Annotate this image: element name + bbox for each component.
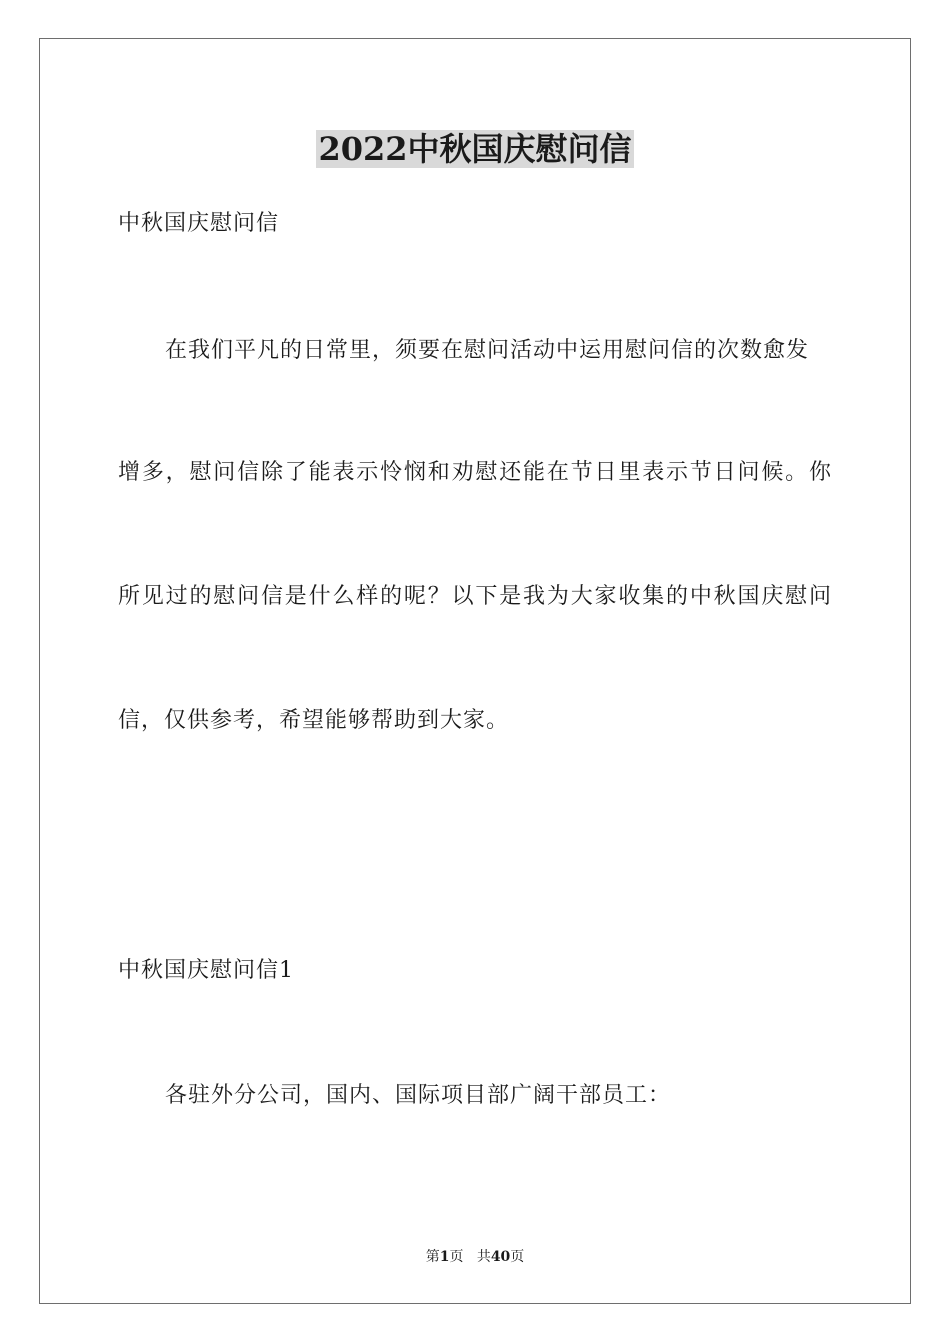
footer-page-suffix: 页	[449, 1249, 464, 1265]
section-heading: 中秋国庆慰问信1	[118, 958, 294, 983]
footer-page-prefix: 第	[425, 1249, 440, 1265]
footer-total-pages: 40	[490, 1249, 511, 1265]
intro-line-4: 信，仅供参考，希望能够帮助到大家。	[118, 708, 510, 733]
intro-line-1: 在我们平凡的日常里，须要在慰问活动中运用慰问信的次数愈发	[165, 338, 810, 363]
footer-total-prefix: 共	[476, 1249, 491, 1265]
document-subtitle: 中秋国庆慰问信	[118, 211, 280, 236]
footer-page-number: 1	[439, 1249, 450, 1265]
document-title-text: 2022中秋国庆慰问信	[318, 130, 632, 168]
intro-line-3: 所见过的慰问信是什么样的呢？以下是我为大家收集的中秋国庆慰问	[118, 584, 832, 609]
salutation: 各驻外分公司，国内、国际项目部广阔干部员工：	[165, 1083, 672, 1108]
footer-total-suffix: 页	[510, 1249, 525, 1265]
intro-line-2: 增多，慰问信除了能表示怜悯和劝慰还能在节日里表示节日问候。你	[118, 460, 832, 485]
page-footer	[0, 1248, 950, 1266]
document-title	[0, 127, 950, 171]
